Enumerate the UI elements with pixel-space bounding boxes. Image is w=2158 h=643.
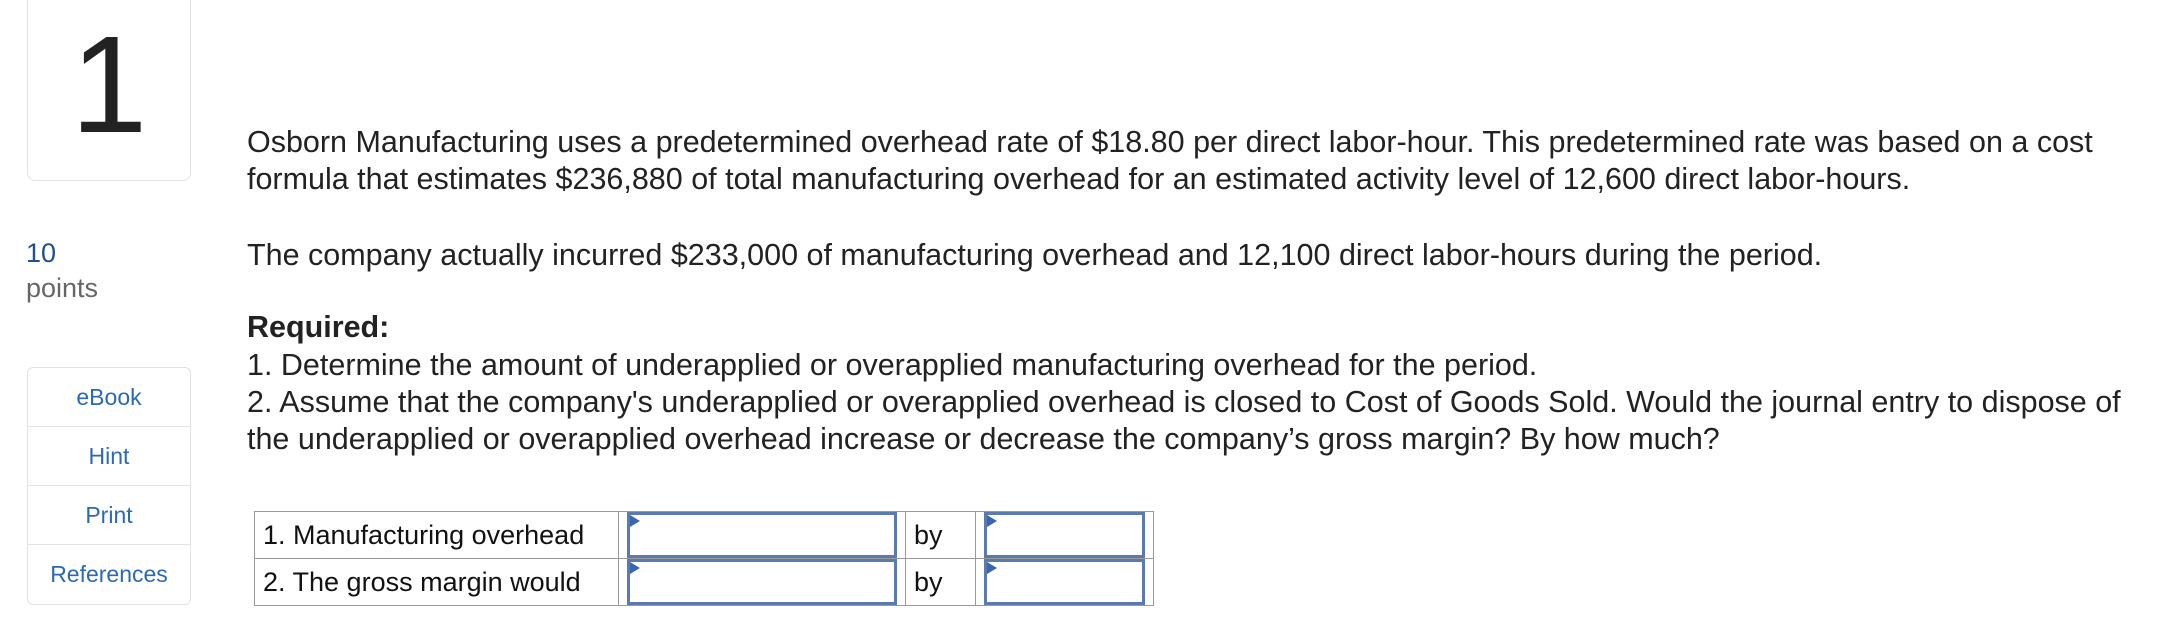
row-label: 1. Manufacturing overhead (255, 512, 619, 559)
gross-margin-amount-input[interactable] (984, 559, 1145, 605)
overhead-amount-input[interactable] (984, 512, 1145, 558)
by-label: by (906, 512, 976, 559)
references-button[interactable]: References (50, 560, 168, 587)
amount-cell (976, 559, 1154, 606)
question-number: 1 (70, 8, 148, 162)
ebook-button[interactable]: eBook (28, 368, 190, 427)
required-item-2: 2. Assume that the company's underapplied or overapplied overhead is closed to Cost of Goods Sold. Would the journal entry to dispose of the underapplied or overapplied overhead increase or decrease the company’s gross margin? By how much? (247, 385, 2121, 456)
question-number-box (27, 0, 191, 181)
select-cell (619, 512, 906, 559)
points-value: 10 (26, 238, 57, 268)
required-list (247, 347, 2137, 458)
by-label: by (906, 559, 976, 606)
problem-paragraph-1: Osborn Manufacturing uses a predetermined overhead rate of $18.80 per direct labor-hour. This predetermined rate was based on a cost formula that estimates $236,880 of total manufacturing overhead for an estimated activity level of 12,600 direct labor-hours. (247, 125, 2093, 196)
answer-table (254, 511, 1154, 606)
gross-margin-direction-dropdown[interactable] (627, 559, 897, 605)
overhead-status-dropdown[interactable] (627, 512, 897, 558)
points-label: points (26, 273, 99, 303)
print-button[interactable]: Print (28, 486, 190, 545)
select-cell (619, 559, 906, 606)
required-heading: Required: (247, 310, 390, 344)
answer-row-2 (255, 559, 1154, 606)
amount-cell (976, 512, 1154, 559)
hint-button[interactable]: Hint (28, 427, 190, 486)
required-item-1: 1. Determine the amount of underapplied or overapplied manufacturing overhead for the period. (247, 348, 1538, 382)
resource-panel (27, 367, 191, 605)
answer-row-1 (255, 512, 1154, 559)
problem-paragraph-2: The company actually incurred $233,000 of manufacturing overhead and 12,100 direct labor-hours during the period. (247, 238, 1823, 272)
row-label: 2. The gross margin would (255, 559, 619, 606)
